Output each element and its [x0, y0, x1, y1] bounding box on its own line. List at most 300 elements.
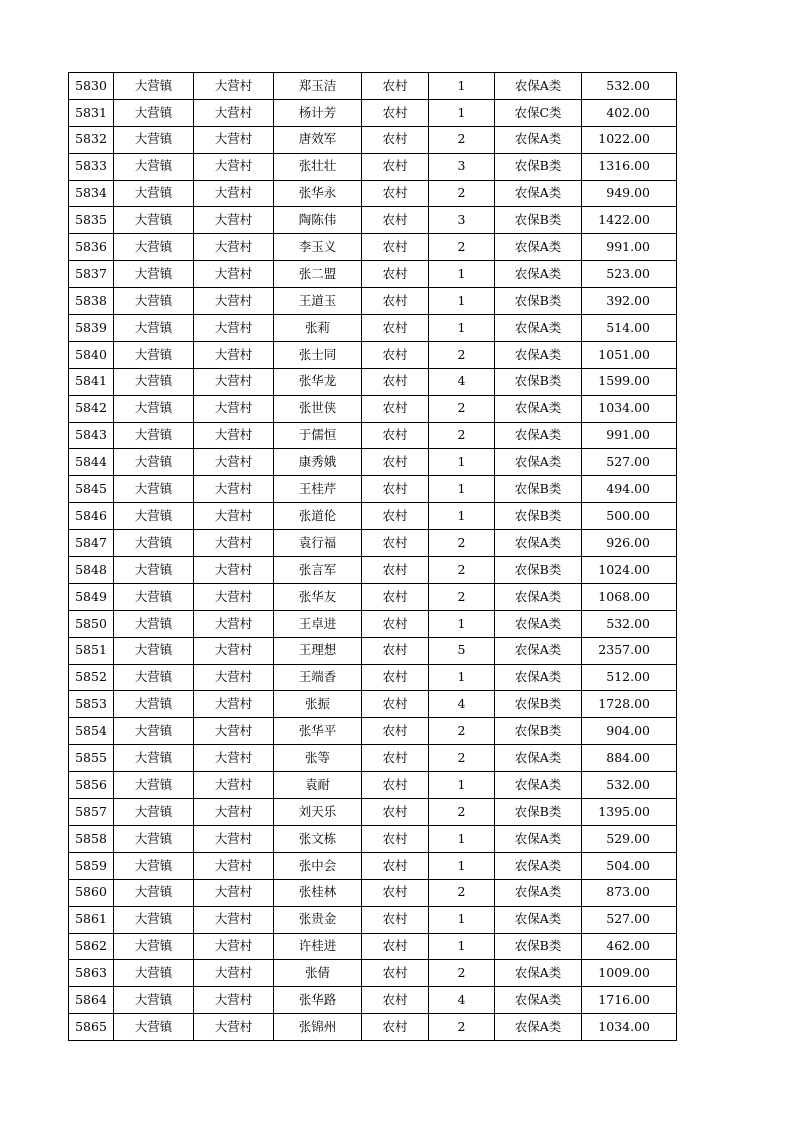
table-row: [69, 583, 677, 610]
member-count-cell: 4: [429, 368, 495, 395]
row-number-cell: 5839: [69, 315, 114, 342]
town-cell: 大营镇: [114, 315, 194, 342]
table-row: [69, 288, 677, 315]
village-cell: 大营村: [194, 825, 274, 852]
person-name-cell: 张倩: [274, 960, 362, 987]
insurance-category-cell: 农保A类: [495, 261, 582, 288]
amount-cell: 1024.00: [582, 557, 677, 584]
amount-cell: 392.00: [582, 288, 677, 315]
town-cell: 大营镇: [114, 1014, 194, 1041]
person-name-cell: 张振: [274, 691, 362, 718]
member-count-cell: 1: [429, 772, 495, 799]
insurance-category-cell: 农保A类: [495, 879, 582, 906]
person-name-cell: 李玉义: [274, 234, 362, 261]
table-row: [69, 368, 677, 395]
person-name-cell: 张壮壮: [274, 153, 362, 180]
insurance-category-cell: 农保A类: [495, 637, 582, 664]
table-row: [69, 691, 677, 718]
village-cell: 大营村: [194, 960, 274, 987]
table-row: [69, 610, 677, 637]
town-cell: 大营镇: [114, 583, 194, 610]
person-name-cell: 张锦州: [274, 1014, 362, 1041]
amount-cell: 1422.00: [582, 207, 677, 234]
row-number-cell: 5838: [69, 288, 114, 315]
insurance-category-cell: 农保A类: [495, 422, 582, 449]
row-number-cell: 5847: [69, 530, 114, 557]
member-count-cell: 3: [429, 153, 495, 180]
amount-cell: 532.00: [582, 73, 677, 100]
member-count-cell: 5: [429, 637, 495, 664]
amount-cell: 1051.00: [582, 341, 677, 368]
town-cell: 大营镇: [114, 73, 194, 100]
table-row: [69, 126, 677, 153]
amount-cell: 1022.00: [582, 126, 677, 153]
insurance-category-cell: 农保A类: [495, 825, 582, 852]
row-number-cell: 5856: [69, 772, 114, 799]
member-count-cell: 2: [429, 557, 495, 584]
area-type-cell: 农村: [362, 99, 429, 126]
member-count-cell: 1: [429, 261, 495, 288]
town-cell: 大营镇: [114, 799, 194, 826]
village-cell: 大营村: [194, 530, 274, 557]
town-cell: 大营镇: [114, 422, 194, 449]
table-row: [69, 315, 677, 342]
insurance-category-cell: 农保A类: [495, 583, 582, 610]
village-cell: 大营村: [194, 718, 274, 745]
amount-cell: 949.00: [582, 180, 677, 207]
person-name-cell: 张华友: [274, 583, 362, 610]
table-row: [69, 664, 677, 691]
table-row: [69, 261, 677, 288]
table-row: [69, 73, 677, 100]
table-row: [69, 745, 677, 772]
area-type-cell: 农村: [362, 261, 429, 288]
area-type-cell: 农村: [362, 825, 429, 852]
table-row: [69, 906, 677, 933]
person-name-cell: 张言军: [274, 557, 362, 584]
town-cell: 大营镇: [114, 368, 194, 395]
person-name-cell: 张贵金: [274, 906, 362, 933]
row-number-cell: 5854: [69, 718, 114, 745]
area-type-cell: 农村: [362, 583, 429, 610]
village-cell: 大营村: [194, 637, 274, 664]
member-count-cell: 2: [429, 583, 495, 610]
person-name-cell: 唐效军: [274, 126, 362, 153]
insurance-category-cell: 农保A类: [495, 772, 582, 799]
member-count-cell: 2: [429, 341, 495, 368]
amount-cell: 462.00: [582, 933, 677, 960]
table-row: [69, 341, 677, 368]
person-name-cell: 张等: [274, 745, 362, 772]
table-row: [69, 557, 677, 584]
table-row: [69, 772, 677, 799]
insurance-category-cell: 农保A类: [495, 745, 582, 772]
town-cell: 大营镇: [114, 476, 194, 503]
insurance-category-cell: 农保A类: [495, 1014, 582, 1041]
village-cell: 大营村: [194, 879, 274, 906]
member-count-cell: 2: [429, 395, 495, 422]
area-type-cell: 农村: [362, 234, 429, 261]
member-count-cell: 1: [429, 449, 495, 476]
insurance-category-cell: 农保A类: [495, 341, 582, 368]
row-number-cell: 5834: [69, 180, 114, 207]
village-cell: 大营村: [194, 288, 274, 315]
row-number-cell: 5860: [69, 879, 114, 906]
town-cell: 大营镇: [114, 530, 194, 557]
row-number-cell: 5861: [69, 906, 114, 933]
row-number-cell: 5842: [69, 395, 114, 422]
row-number-cell: 5841: [69, 368, 114, 395]
area-type-cell: 农村: [362, 799, 429, 826]
person-name-cell: 王道玉: [274, 288, 362, 315]
area-type-cell: 农村: [362, 691, 429, 718]
town-cell: 大营镇: [114, 341, 194, 368]
row-number-cell: 5848: [69, 557, 114, 584]
insurance-category-cell: 农保B类: [495, 476, 582, 503]
amount-cell: 1034.00: [582, 1014, 677, 1041]
table-row: [69, 933, 677, 960]
insurance-category-cell: 农保A类: [495, 610, 582, 637]
row-number-cell: 5858: [69, 825, 114, 852]
table-row: [69, 99, 677, 126]
town-cell: 大营镇: [114, 987, 194, 1014]
area-type-cell: 农村: [362, 126, 429, 153]
insurance-category-cell: 农保B类: [495, 153, 582, 180]
row-number-cell: 5840: [69, 341, 114, 368]
member-count-cell: 2: [429, 718, 495, 745]
village-cell: 大营村: [194, 772, 274, 799]
person-name-cell: 张中会: [274, 852, 362, 879]
village-cell: 大营村: [194, 341, 274, 368]
insurance-category-cell: 农保A类: [495, 960, 582, 987]
row-number-cell: 5851: [69, 637, 114, 664]
insurance-category-cell: 农保A类: [495, 395, 582, 422]
amount-cell: 2357.00: [582, 637, 677, 664]
person-name-cell: 王端香: [274, 664, 362, 691]
village-cell: 大营村: [194, 153, 274, 180]
area-type-cell: 农村: [362, 557, 429, 584]
amount-cell: 926.00: [582, 530, 677, 557]
amount-cell: 1728.00: [582, 691, 677, 718]
person-name-cell: 张桂林: [274, 879, 362, 906]
insurance-category-cell: 农保A类: [495, 449, 582, 476]
village-cell: 大营村: [194, 906, 274, 933]
area-type-cell: 农村: [362, 772, 429, 799]
insurance-category-cell: 农保A类: [495, 664, 582, 691]
area-type-cell: 农村: [362, 637, 429, 664]
area-type-cell: 农村: [362, 987, 429, 1014]
row-number-cell: 5837: [69, 261, 114, 288]
row-number-cell: 5862: [69, 933, 114, 960]
table-row: [69, 530, 677, 557]
village-cell: 大营村: [194, 207, 274, 234]
row-number-cell: 5844: [69, 449, 114, 476]
table-row: [69, 799, 677, 826]
person-name-cell: 张华平: [274, 718, 362, 745]
member-count-cell: 2: [429, 1014, 495, 1041]
town-cell: 大营镇: [114, 395, 194, 422]
town-cell: 大营镇: [114, 906, 194, 933]
town-cell: 大营镇: [114, 879, 194, 906]
table-row: [69, 960, 677, 987]
member-count-cell: 2: [429, 960, 495, 987]
person-name-cell: 张世侠: [274, 395, 362, 422]
person-name-cell: 张莉: [274, 315, 362, 342]
village-cell: 大营村: [194, 368, 274, 395]
member-count-cell: 1: [429, 664, 495, 691]
town-cell: 大营镇: [114, 557, 194, 584]
member-count-cell: 2: [429, 180, 495, 207]
row-number-cell: 5864: [69, 987, 114, 1014]
amount-cell: 512.00: [582, 664, 677, 691]
insurance-category-cell: 农保B类: [495, 691, 582, 718]
amount-cell: 991.00: [582, 234, 677, 261]
row-number-cell: 5852: [69, 664, 114, 691]
member-count-cell: 1: [429, 906, 495, 933]
person-name-cell: 康秀娥: [274, 449, 362, 476]
town-cell: 大营镇: [114, 207, 194, 234]
person-name-cell: 许桂进: [274, 933, 362, 960]
village-cell: 大营村: [194, 610, 274, 637]
amount-cell: 514.00: [582, 315, 677, 342]
area-type-cell: 农村: [362, 960, 429, 987]
area-type-cell: 农村: [362, 180, 429, 207]
village-cell: 大营村: [194, 933, 274, 960]
amount-cell: 1395.00: [582, 799, 677, 826]
row-number-cell: 5846: [69, 503, 114, 530]
amount-cell: 402.00: [582, 99, 677, 126]
table-row: [69, 1014, 677, 1041]
amount-cell: 873.00: [582, 879, 677, 906]
person-name-cell: 张文栋: [274, 825, 362, 852]
town-cell: 大营镇: [114, 503, 194, 530]
row-number-cell: 5850: [69, 610, 114, 637]
amount-cell: 494.00: [582, 476, 677, 503]
village-cell: 大营村: [194, 261, 274, 288]
area-type-cell: 农村: [362, 503, 429, 530]
area-type-cell: 农村: [362, 341, 429, 368]
area-type-cell: 农村: [362, 476, 429, 503]
person-name-cell: 陶陈伟: [274, 207, 362, 234]
row-number-cell: 5835: [69, 207, 114, 234]
area-type-cell: 农村: [362, 718, 429, 745]
village-cell: 大营村: [194, 745, 274, 772]
amount-cell: 1316.00: [582, 153, 677, 180]
area-type-cell: 农村: [362, 73, 429, 100]
village-cell: 大营村: [194, 664, 274, 691]
member-count-cell: 1: [429, 99, 495, 126]
table-body: [69, 73, 677, 1041]
town-cell: 大营镇: [114, 691, 194, 718]
person-name-cell: 张华龙: [274, 368, 362, 395]
area-type-cell: 农村: [362, 852, 429, 879]
member-count-cell: 1: [429, 825, 495, 852]
member-count-cell: 1: [429, 610, 495, 637]
member-count-cell: 2: [429, 530, 495, 557]
amount-cell: 529.00: [582, 825, 677, 852]
amount-cell: 1034.00: [582, 395, 677, 422]
table-row: [69, 879, 677, 906]
town-cell: 大营镇: [114, 288, 194, 315]
town-cell: 大营镇: [114, 664, 194, 691]
row-number-cell: 5830: [69, 73, 114, 100]
table-row: [69, 852, 677, 879]
area-type-cell: 农村: [362, 1014, 429, 1041]
person-name-cell: 张士同: [274, 341, 362, 368]
area-type-cell: 农村: [362, 449, 429, 476]
amount-cell: 1716.00: [582, 987, 677, 1014]
insurance-category-cell: 农保B类: [495, 799, 582, 826]
amount-cell: 1009.00: [582, 960, 677, 987]
town-cell: 大营镇: [114, 99, 194, 126]
member-count-cell: 1: [429, 933, 495, 960]
insurance-category-cell: 农保A类: [495, 234, 582, 261]
person-name-cell: 于儒恒: [274, 422, 362, 449]
person-name-cell: 张华永: [274, 180, 362, 207]
insurance-category-cell: 农保A类: [495, 315, 582, 342]
insurance-category-cell: 农保B类: [495, 557, 582, 584]
row-number-cell: 5857: [69, 799, 114, 826]
area-type-cell: 农村: [362, 395, 429, 422]
member-count-cell: 2: [429, 422, 495, 449]
insurance-category-cell: 农保B类: [495, 207, 582, 234]
member-count-cell: 1: [429, 503, 495, 530]
member-count-cell: 2: [429, 879, 495, 906]
member-count-cell: 1: [429, 73, 495, 100]
person-name-cell: 张二盟: [274, 261, 362, 288]
table-row: [69, 449, 677, 476]
table-row: [69, 422, 677, 449]
area-type-cell: 农村: [362, 153, 429, 180]
row-number-cell: 5833: [69, 153, 114, 180]
amount-cell: 527.00: [582, 449, 677, 476]
table-row: [69, 234, 677, 261]
person-name-cell: 张华路: [274, 987, 362, 1014]
member-count-cell: 2: [429, 234, 495, 261]
town-cell: 大营镇: [114, 180, 194, 207]
member-count-cell: 2: [429, 745, 495, 772]
row-number-cell: 5843: [69, 422, 114, 449]
member-count-cell: 2: [429, 126, 495, 153]
village-cell: 大营村: [194, 583, 274, 610]
insurance-category-cell: 农保A类: [495, 126, 582, 153]
village-cell: 大营村: [194, 503, 274, 530]
amount-cell: 500.00: [582, 503, 677, 530]
area-type-cell: 农村: [362, 879, 429, 906]
insurance-category-cell: 农保A类: [495, 987, 582, 1014]
village-cell: 大营村: [194, 1014, 274, 1041]
town-cell: 大营镇: [114, 825, 194, 852]
row-number-cell: 5836: [69, 234, 114, 261]
area-type-cell: 农村: [362, 315, 429, 342]
person-name-cell: 刘天乐: [274, 799, 362, 826]
insurance-category-cell: 农保A类: [495, 73, 582, 100]
table-row: [69, 395, 677, 422]
insurance-category-cell: 农保A类: [495, 852, 582, 879]
village-cell: 大营村: [194, 691, 274, 718]
insurance-category-cell: 农保B类: [495, 288, 582, 315]
village-cell: 大营村: [194, 73, 274, 100]
member-count-cell: 1: [429, 476, 495, 503]
amount-cell: 1068.00: [582, 583, 677, 610]
insurance-category-cell: 农保A类: [495, 530, 582, 557]
amount-cell: 523.00: [582, 261, 677, 288]
table-row: [69, 637, 677, 664]
town-cell: 大营镇: [114, 960, 194, 987]
area-type-cell: 农村: [362, 530, 429, 557]
member-count-cell: 2: [429, 799, 495, 826]
area-type-cell: 农村: [362, 664, 429, 691]
person-name-cell: 王桂芹: [274, 476, 362, 503]
person-name-cell: 王卓进: [274, 610, 362, 637]
insurance-category-cell: 农保B类: [495, 718, 582, 745]
amount-cell: 527.00: [582, 906, 677, 933]
member-count-cell: 3: [429, 207, 495, 234]
village-cell: 大营村: [194, 126, 274, 153]
person-name-cell: 袁行福: [274, 530, 362, 557]
row-number-cell: 5863: [69, 960, 114, 987]
town-cell: 大营镇: [114, 772, 194, 799]
town-cell: 大营镇: [114, 637, 194, 664]
insurance-category-cell: 农保B类: [495, 933, 582, 960]
village-cell: 大营村: [194, 987, 274, 1014]
amount-cell: 504.00: [582, 852, 677, 879]
area-type-cell: 农村: [362, 288, 429, 315]
member-count-cell: 1: [429, 315, 495, 342]
town-cell: 大营镇: [114, 718, 194, 745]
insurance-category-cell: 农保A类: [495, 180, 582, 207]
town-cell: 大营镇: [114, 126, 194, 153]
row-number-cell: 5845: [69, 476, 114, 503]
person-name-cell: 张道伦: [274, 503, 362, 530]
village-cell: 大营村: [194, 799, 274, 826]
village-cell: 大营村: [194, 180, 274, 207]
person-name-cell: 王理想: [274, 637, 362, 664]
area-type-cell: 农村: [362, 207, 429, 234]
town-cell: 大营镇: [114, 933, 194, 960]
village-cell: 大营村: [194, 422, 274, 449]
village-cell: 大营村: [194, 234, 274, 261]
row-number-cell: 5853: [69, 691, 114, 718]
town-cell: 大营镇: [114, 449, 194, 476]
village-cell: 大营村: [194, 476, 274, 503]
row-number-cell: 5831: [69, 99, 114, 126]
person-name-cell: 杨计芳: [274, 99, 362, 126]
village-cell: 大营村: [194, 315, 274, 342]
village-cell: 大营村: [194, 99, 274, 126]
town-cell: 大营镇: [114, 745, 194, 772]
village-cell: 大营村: [194, 852, 274, 879]
town-cell: 大营镇: [114, 610, 194, 637]
row-number-cell: 5849: [69, 583, 114, 610]
town-cell: 大营镇: [114, 153, 194, 180]
member-count-cell: 4: [429, 987, 495, 1014]
amount-cell: 532.00: [582, 772, 677, 799]
table-row: [69, 987, 677, 1014]
amount-cell: 1599.00: [582, 368, 677, 395]
town-cell: 大营镇: [114, 852, 194, 879]
area-type-cell: 农村: [362, 745, 429, 772]
table-row: [69, 718, 677, 745]
person-name-cell: 袁耐: [274, 772, 362, 799]
table-row: [69, 180, 677, 207]
table-row: [69, 207, 677, 234]
row-number-cell: 5865: [69, 1014, 114, 1041]
table-row: [69, 503, 677, 530]
village-cell: 大营村: [194, 449, 274, 476]
area-type-cell: 农村: [362, 368, 429, 395]
row-number-cell: 5832: [69, 126, 114, 153]
